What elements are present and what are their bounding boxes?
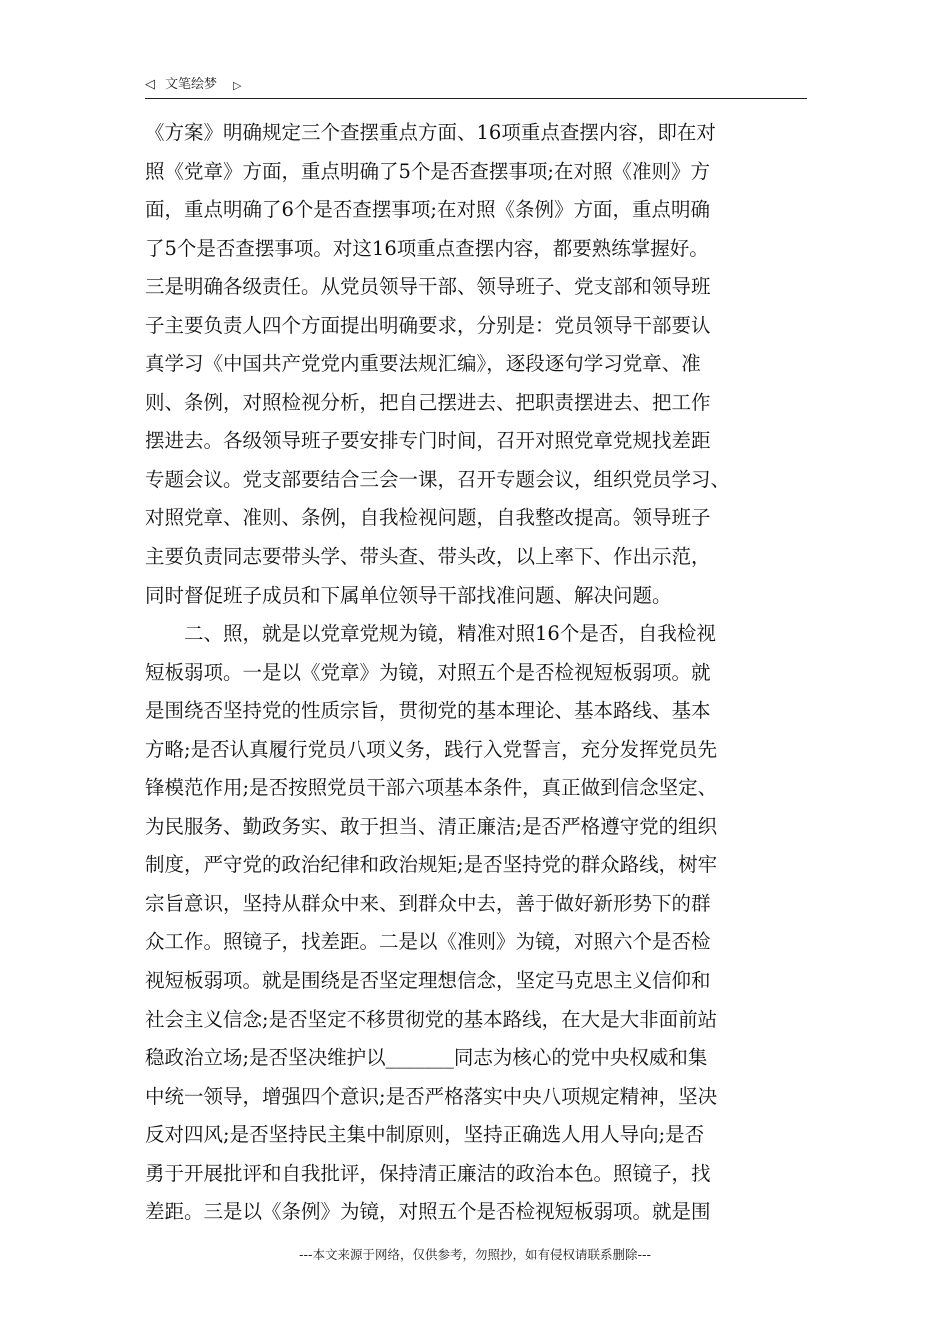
body-line: 中统一领导，增强四个意识;是否严格落实中央八项规定精神，坚决: [145, 1084, 718, 1108]
body-line: 方略;是否认真履行党员八项义务，践行入党誓言，充分发挥党员先: [145, 737, 718, 761]
body-line: 则、条例，对照检视分析，把自己摆进去、把职责摆进去、把工作: [145, 390, 711, 414]
body-line: 照《党章》方面，重点明确了5个是否查摆事项;在对照《准则》方: [145, 159, 710, 183]
left-triangle-icon: ◁: [145, 77, 155, 92]
body-line: 了5个是否查摆事项。对这16项重点查摆内容，都要熟练掌握好。: [145, 236, 709, 260]
body-line: 面，重点明确了6个是否查摆事项;在对照《条例》方面，重点明确: [145, 198, 710, 222]
body-line: 是围绕否坚持党的性质宗旨，贯彻党的基本理论、基本路线、基本: [145, 699, 711, 723]
body-line: 差距。三是以《条例》为镜，对照五个是否检视短板弱项。就是围: [145, 1200, 711, 1224]
body-line: 主要负责同志要带头学、带头查、带头改，以上率下、作出示范，: [145, 545, 711, 569]
body-line: 二、照，就是以党章党规为镜，精准对照16个是否，自我检视: [145, 622, 716, 646]
body-line: 为民服务、勤政务实、敢于担当、清正廉洁;是否严格遵守党的组织: [145, 814, 718, 838]
body-line: 子主要负责人四个方面提出明确要求，分别是：党员领导干部要认: [145, 313, 711, 337]
body-line: 勇于开展批评和自我批评，保持清正廉洁的政治本色。照镜子，找: [145, 1161, 711, 1185]
body-line: 真学习《中国共产党党内重要法规汇编》，逐段逐句学习党章、准: [145, 352, 701, 376]
body-line: 宗旨意识，坚持从群众中来、到群众中去，善于做好新形势下的群: [145, 891, 711, 915]
body-line: 稳政治立场;是否坚决维护以_______同志为核心的党中央权威和集: [145, 1046, 708, 1070]
body-line: 三是明确各级责任。从党员领导干部、领导班子、党支部和领导班: [145, 275, 711, 299]
body-line: 《方案》明确规定三个查摆重点方面、16项重点查摆内容，即在对: [145, 121, 716, 144]
header-rule: [145, 98, 807, 99]
body-line: 社会主义信念;是否坚定不移贯彻党的基本路线，在大是大非面前站: [145, 1007, 718, 1031]
right-triangle-icon: ▷: [233, 79, 242, 92]
body-line: 制度，严守党的政治纪律和政治规矩;是否坚持党的群众路线，树牢: [145, 853, 718, 877]
page-footer: ---本文来源于网络，仅供参考，勿照抄，如有侵权请联系删除---: [298, 1247, 652, 1262]
body-line: 短板弱项。一是以《党章》为镜，对照五个是否检视短板弱项。就: [145, 660, 711, 684]
body-line: 专题会议。党支部要结合三会一课，召开专题会议，组织党员学习、: [145, 467, 731, 491]
body-line: 摆进去。各级领导班子要安排专门时间，召开对照党章党规找差距: [145, 429, 711, 453]
body-line: 对照党章、准则、条例，自我检视问题，自我整改提高。领导班子: [145, 506, 711, 530]
body-line: 众工作。照镜子，找差距。二是以《准则》为镜，对照六个是否检: [145, 930, 711, 954]
body-line: 锋模范作用;是否按照党员干部六项基本条件，真正做到信念坚定、: [145, 776, 718, 800]
body-line: 视短板弱项。就是围绕是否坚定理想信念，坚定马克思主义信仰和: [145, 969, 711, 993]
page-header: [145, 74, 807, 98]
document-body: [145, 114, 807, 1232]
body-line: 反对四风;是否坚持民主集中制原则，坚持正确选人用人导向;是否: [145, 1123, 705, 1147]
body-line: 同时督促班子成员和下属单位领导干部找准问题、解决问题。: [145, 583, 672, 607]
header-brand: 文笔绘梦: [165, 77, 218, 92]
